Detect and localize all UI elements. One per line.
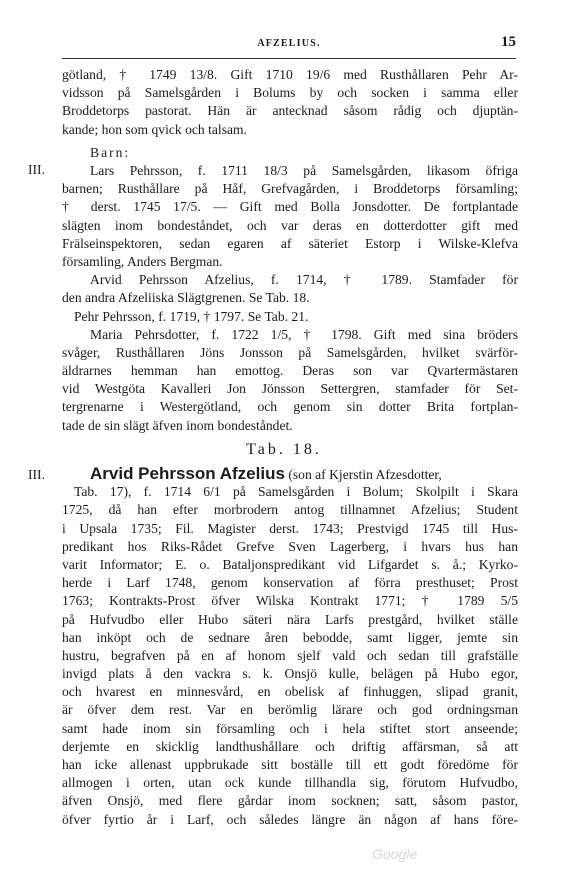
text-line: derjemte en skicklig landthushållare och driftig affärsman, så att	[62, 738, 518, 754]
text-line: Lars Pehrsson, f. 1711 18/3 på Samelsgården, likasom öfriga	[90, 163, 518, 178]
text-line: han inköpt och de sednare åren bebodde, samt ligger, jemte sin	[62, 629, 518, 645]
text-line: slägten inom bondeståndet, och var deras en dotterdotter gift med	[62, 217, 518, 233]
text-line: invigd plats å den vackra s. k. Onsjö kulle, belägen på Hubo egor,	[62, 666, 518, 682]
tab-title: Tab. 18.	[246, 441, 322, 458]
text-line: den andra Afzeliiska Slägtgrenen. Se Tab. 18.	[62, 290, 310, 306]
text-line: vid Westgöta Kavalleri Jon Jönsson Settergren, stamfader för Set-	[62, 381, 518, 397]
text-line: Frälseinspektoren, sedan egaren af säteriet Estorp i Wilske-Klefva	[62, 235, 518, 251]
text-line: predikant hos Riks-Rådet Grefve Sven Lagerberg, i hvars hus han	[62, 538, 518, 554]
text-line: (son af Kjerstin Afzesdotter,	[288, 467, 442, 482]
text-line: herde i Larf 1748, genom konservation af förra presthuset; Prost	[62, 575, 518, 591]
section-marker-iii: III.	[28, 467, 45, 482]
header-rule	[62, 58, 516, 59]
text-line: samt hade inom sin församling och i hela stiftet stort anseende;	[62, 720, 518, 736]
text-line: svåger, Rusthållaren Jöns Jonsson på Samelsgården, hvilket svärför-	[62, 344, 518, 360]
text-line: äfven Onsjö, med flere gårdar inom socknen; satt, såsom pastor,	[62, 793, 518, 809]
text-line: varit Informator; E. o. Bataljonspredikant vid Lifgardet s. å.; Kyrko-	[62, 556, 518, 572]
text-line: vidsson på Samelsgården i Bolums by och socken i samma eller	[62, 85, 518, 101]
text-line: på Hufvudbo eller Hubo säteri nära Larfs prestgård, hvilket ställe	[62, 611, 518, 627]
text-line: tade de sin slägt äfven inom bondeståndet.	[62, 417, 293, 433]
text-line: 1725, då han efter morbrodern antog tillnamnet Afzelius; Student	[62, 502, 518, 518]
text-line: är öfver dem rest. Var en berömlig lärare och god ordningsman	[62, 702, 518, 718]
text-line: i Upsala 1735; Fil. Magister derst. 1743; Prestvigd 1745 till Hus-	[62, 520, 518, 536]
children-list	[62, 162, 518, 435]
text-line: Tab. 17), f. 1714 6/1 på Samelsgården i Bolum; Skolpilt i Skara	[74, 484, 518, 500]
page-number: 15	[501, 34, 516, 50]
tab18-first-line	[62, 465, 518, 483]
text-line: barnen; Rusthållare på Håf, Grefvagården, i Broddetorps församling;	[62, 181, 518, 197]
barn-heading: Barn:	[90, 145, 131, 160]
text-line: kande; hon som qvick och talsam.	[62, 121, 247, 137]
running-head: AFZELIUS.	[257, 38, 321, 49]
section-marker-iii: III.	[28, 162, 45, 177]
text-line: Arvid Pehrsson Afzelius, f. 1714, † 1789. Stamfader för	[90, 272, 518, 288]
text-line: Broddetorps pastorat. Hän är antecknad såsom rådig och djuptän-	[62, 103, 518, 119]
tab18-entry	[62, 465, 518, 829]
text-line: Pehr Pehrsson, f. 1719, † 1797. Se Tab. 21.	[74, 308, 309, 324]
text-line: allmogen i orten, utan ock kunde tillhandla sig, förutom Hufvudbo,	[62, 775, 518, 791]
person-name: Arvid Pehrsson Afzelius	[90, 464, 285, 483]
text-line: Maria Pehrsdotter, f. 1722 1/5, † 1798. Gift med sina bröders	[90, 326, 518, 342]
text-line: 1763; Kontrakts-Prost öfver Wilska Kontrakt 1771; † 1789 5/5	[62, 593, 518, 609]
text-line: tergrenarne i Westergötland, och genom sin dotter Brita fortplan-	[62, 399, 518, 415]
text-line: församling, Anders Bergman.	[62, 253, 223, 269]
continuation-paragraph	[62, 66, 518, 139]
text-line: hustru, begrafven på en af honom sjelf vald och sedan till grafställe	[62, 647, 518, 663]
text-line: han icke allenast uppbrukade sitt boställe till ett godt föredöme för	[62, 757, 518, 772]
watermark: Google	[372, 846, 418, 862]
text-line: öfver fyrtio år i Larf, och således längre än någon af hans före-	[62, 811, 518, 827]
text-line: äldrarnes hemman han emottog. Deras son var Qvartermästaren	[62, 363, 518, 379]
text-line: och hvarest en minnesvård, en obelisk af finhuggen, slipad granit,	[62, 684, 518, 700]
page-header	[62, 34, 516, 54]
text-line: götland, † 1749 13/8. Gift 1710 19/6 med Rusthållaren Pehr Ar-	[62, 67, 518, 82]
text-line: † derst. 1745 17/5. — Gift med Bolla Jonsdotter. De fortplantade	[62, 199, 518, 215]
barn-heading-block	[62, 144, 518, 162]
